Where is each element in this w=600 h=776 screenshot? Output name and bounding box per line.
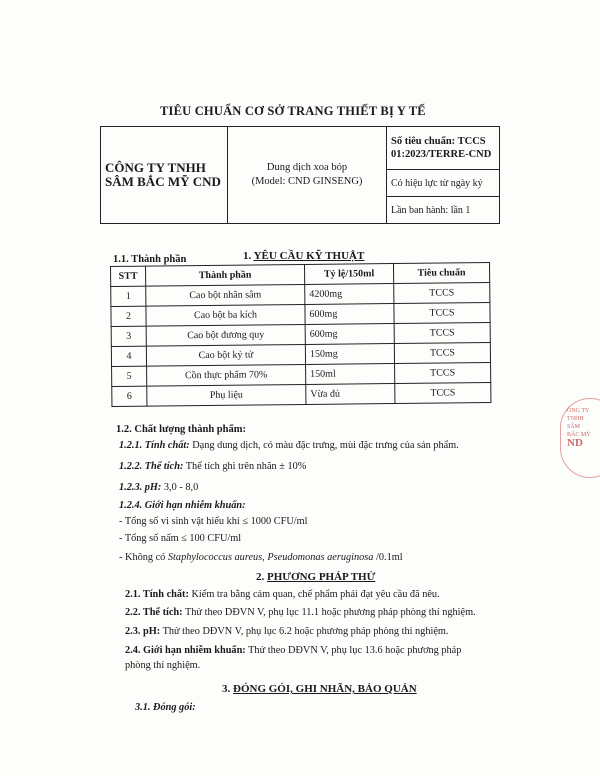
line-1-2-2 (119, 461, 306, 472)
header-table (100, 126, 500, 224)
bullet-pathogens-suffix: /0.1ml (373, 552, 403, 563)
cell-standard: TCCS (394, 283, 490, 304)
section3-heading (222, 683, 417, 695)
standard-number: Số tiêu chuẩn: TCCS 01:2023/TERRE-CND (391, 136, 492, 160)
section3-number: 3. (222, 683, 231, 695)
cell-stt: 3 (111, 326, 146, 346)
stamp-line: TNHH (567, 416, 584, 422)
text-2-1: Kiểm tra bằng cảm quan, chế phẩm phải đạt yêu cầu đã nêu. (191, 589, 440, 600)
cell-standard: TCCS (394, 323, 490, 344)
label-3-1: 3.1. Đóng gói: (135, 702, 196, 713)
cell-stt: 4 (111, 346, 146, 366)
cell-standard: TCCS (395, 383, 491, 404)
cell-ratio: 4200mg (305, 284, 394, 305)
bullet-pathogens-prefix: - Không có (119, 552, 168, 563)
stamp-line: ND (567, 437, 583, 449)
cell-standard: TCCS (395, 363, 491, 384)
cell-ingredient: Cao bột ba kích (146, 304, 305, 326)
line-2-3 (125, 626, 449, 637)
text-2-2: Thử theo DĐVN V, phụ lục 11.1 hoặc phương pháp phòng thí nghiệm. (184, 607, 476, 618)
issue-number: Lần ban hành: lần 1 (391, 204, 471, 216)
table-row (112, 383, 491, 407)
stamp-line: ÔNG TY (567, 408, 590, 414)
cell-stt: 6 (112, 386, 147, 406)
col-header-stt: STT (111, 266, 146, 286)
cell-ingredient: Cồn thực phẩm 70% (147, 364, 306, 386)
issue-cell (387, 197, 500, 224)
cell-ratio: Vừa đủ (306, 384, 395, 405)
cell-standard: TCCS (394, 343, 490, 364)
line-2-4-cont: phòng thí nghiệm. (125, 660, 201, 671)
section2-number: 2. (256, 571, 265, 583)
cell-ratio: 150mg (305, 344, 394, 365)
section1-heading (243, 250, 364, 262)
line-1-2-3 (119, 482, 198, 493)
stamp-line: BẮC MỸ (567, 432, 591, 438)
text-1-2-3: 3,0 - 8,0 (163, 482, 199, 493)
company-name: CÔNG TY TNHH SÂM BẮC MỸ CND (105, 160, 221, 189)
effective-cell (387, 170, 500, 197)
section3-title: ĐÓNG GÓI, GHI NHÃN, BẢO QUẢN (233, 683, 417, 695)
cell-stt: 2 (111, 306, 146, 326)
section2-title: PHƯƠNG PHÁP THỬ (267, 571, 376, 583)
cell-stt: 5 (112, 366, 147, 386)
text-2-3: Thử theo DĐVN V, phụ lục 6.2 hoặc phương pháp phòng thí nghiệm. (162, 626, 449, 637)
effective-date: Có hiệu lực từ ngày ký (391, 177, 483, 189)
label-1-2-3: 1.2.3. pH: (119, 482, 162, 493)
cell-ratio: 600mg (305, 304, 394, 325)
label-1-2-2: 1.2.2. Thể tích: (119, 461, 184, 472)
line-2-2 (125, 607, 476, 618)
cell-standard: TCCS (394, 303, 490, 324)
subsection-1-2: 1.2. Chất lượng thành phẩm: (116, 424, 246, 435)
document-title: TIÊU CHUẨN CƠ SỞ TRANG THIẾT BỊ Y TẾ (160, 104, 426, 118)
company-cell (101, 127, 228, 224)
text-1-2-2: Thể tích ghi trên nhãn ± 10% (185, 461, 307, 472)
section1-number: 1. (243, 250, 252, 262)
subsection-1-1: 1.1. Thành phần (113, 254, 187, 265)
bullet-pathogens (119, 552, 403, 563)
bullet-fungi: - Tổng số nấm ≤ 100 CFU/ml (119, 533, 242, 544)
cell-ingredient: Cao bột nhân sâm (146, 284, 305, 306)
bullet-pathogens-species: Staphylococcus aureus, Pseudomonas aeruginosa (167, 552, 374, 563)
label-2-1: 2.1. Tính chất: (125, 589, 189, 600)
line-1-2-1 (119, 440, 459, 451)
cell-ratio: 600mg (305, 324, 394, 345)
product-cell (228, 127, 387, 224)
cell-ingredient: Phụ liệu (147, 384, 306, 406)
text-2-4: Thử theo DĐVN V, phụ lục 13.6 hoặc phương pháp (248, 645, 462, 656)
col-header-standard: Tiêu chuẩn (393, 263, 489, 284)
section2-heading (256, 571, 375, 583)
cell-stt: 1 (111, 286, 146, 306)
section1-title: YÊU CẦU KỸ THUẬT (253, 250, 365, 262)
cell-ingredient: Cao bột kỷ tử (146, 344, 305, 366)
standard-number-cell (387, 127, 500, 170)
line-1-2-4 (119, 500, 246, 511)
stamp-line: SÂM (567, 424, 581, 430)
company-stamp (560, 398, 600, 478)
bullet-aerobic: - Tổng số vi sinh vật hiếu khí ≤ 1000 CFU/ml (119, 516, 308, 527)
col-header-ingredient: Thành phần (146, 264, 305, 286)
label-1-2-1: 1.2.1. Tính chất: (119, 440, 190, 451)
label-1-2-4: 1.2.4. Giới hạn nhiễm khuẩn: (119, 500, 246, 511)
col-header-ratio: Tỷ lệ/150ml (304, 264, 393, 285)
line-2-4 (125, 645, 461, 656)
label-2-4: 2.4. Giới hạn nhiễm khuẩn: (125, 645, 246, 656)
product-model: (Model: CND GINSENG) (251, 176, 363, 187)
label-2-3: 2.3. pH: (125, 626, 161, 637)
line-2-1 (125, 589, 440, 600)
line-3-1 (135, 702, 196, 713)
composition-table (110, 262, 491, 407)
cell-ratio: 150ml (306, 364, 395, 385)
text-1-2-1: Dạng dung dịch, có màu đặc trưng, mùi đặc trưng của sản phẩm. (192, 440, 459, 451)
label-2-2: 2.2. Thể tích: (125, 607, 183, 618)
cell-ingredient: Cao bột đương quy (146, 324, 305, 346)
product-name: Dung dịch xoa bóp (266, 162, 348, 173)
